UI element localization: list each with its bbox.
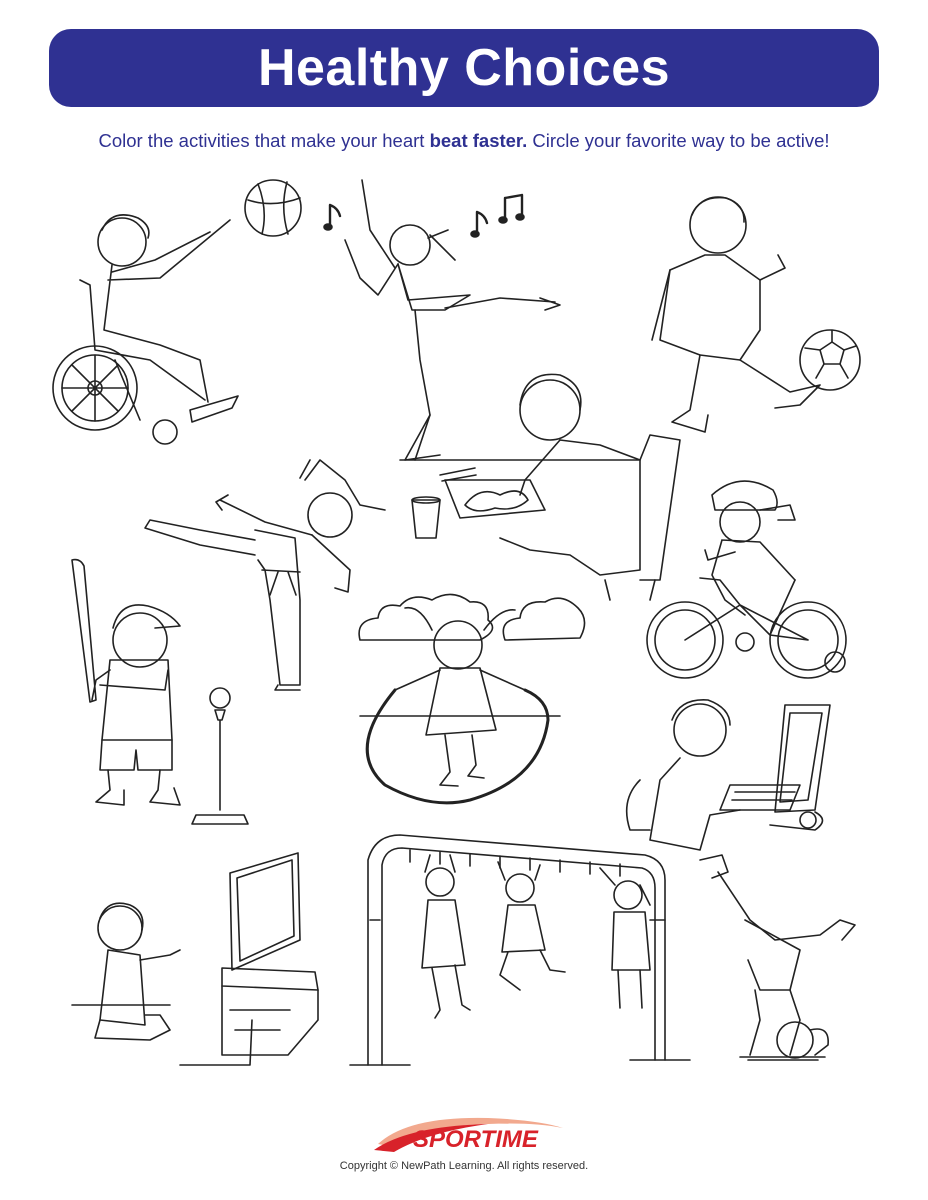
instructions-emphasis: beat faster. (429, 130, 528, 151)
instructions (0, 130, 928, 152)
activity-video-games (72, 853, 318, 1065)
logo-wordmark: SPORTIME (413, 1126, 538, 1153)
activity-soccer (652, 197, 860, 432)
activity-karate (145, 460, 385, 690)
page-title: Healthy Choices (257, 39, 671, 97)
activity-computer (627, 700, 830, 850)
coloring-illustrations (0, 160, 928, 1110)
activity-jump-rope (359, 594, 584, 802)
sportime-logo (368, 1114, 568, 1154)
activity-wheelchair-basketball (53, 180, 301, 444)
instructions-text: Color the activities that make your heart (98, 130, 430, 151)
title-banner (49, 29, 879, 107)
copyright-notice: Copyright © NewPath Learning. All rights reserved. (339, 1160, 589, 1172)
activity-bike-riding (647, 481, 846, 678)
activity-cartwheel (700, 855, 855, 1060)
instructions-text-end: Circle your favorite way to be active! (527, 130, 830, 151)
activity-baseball (72, 560, 248, 824)
activity-ballet-dancing (324, 180, 560, 460)
activity-drawing (400, 374, 680, 600)
activity-monkey-bars (350, 835, 690, 1065)
